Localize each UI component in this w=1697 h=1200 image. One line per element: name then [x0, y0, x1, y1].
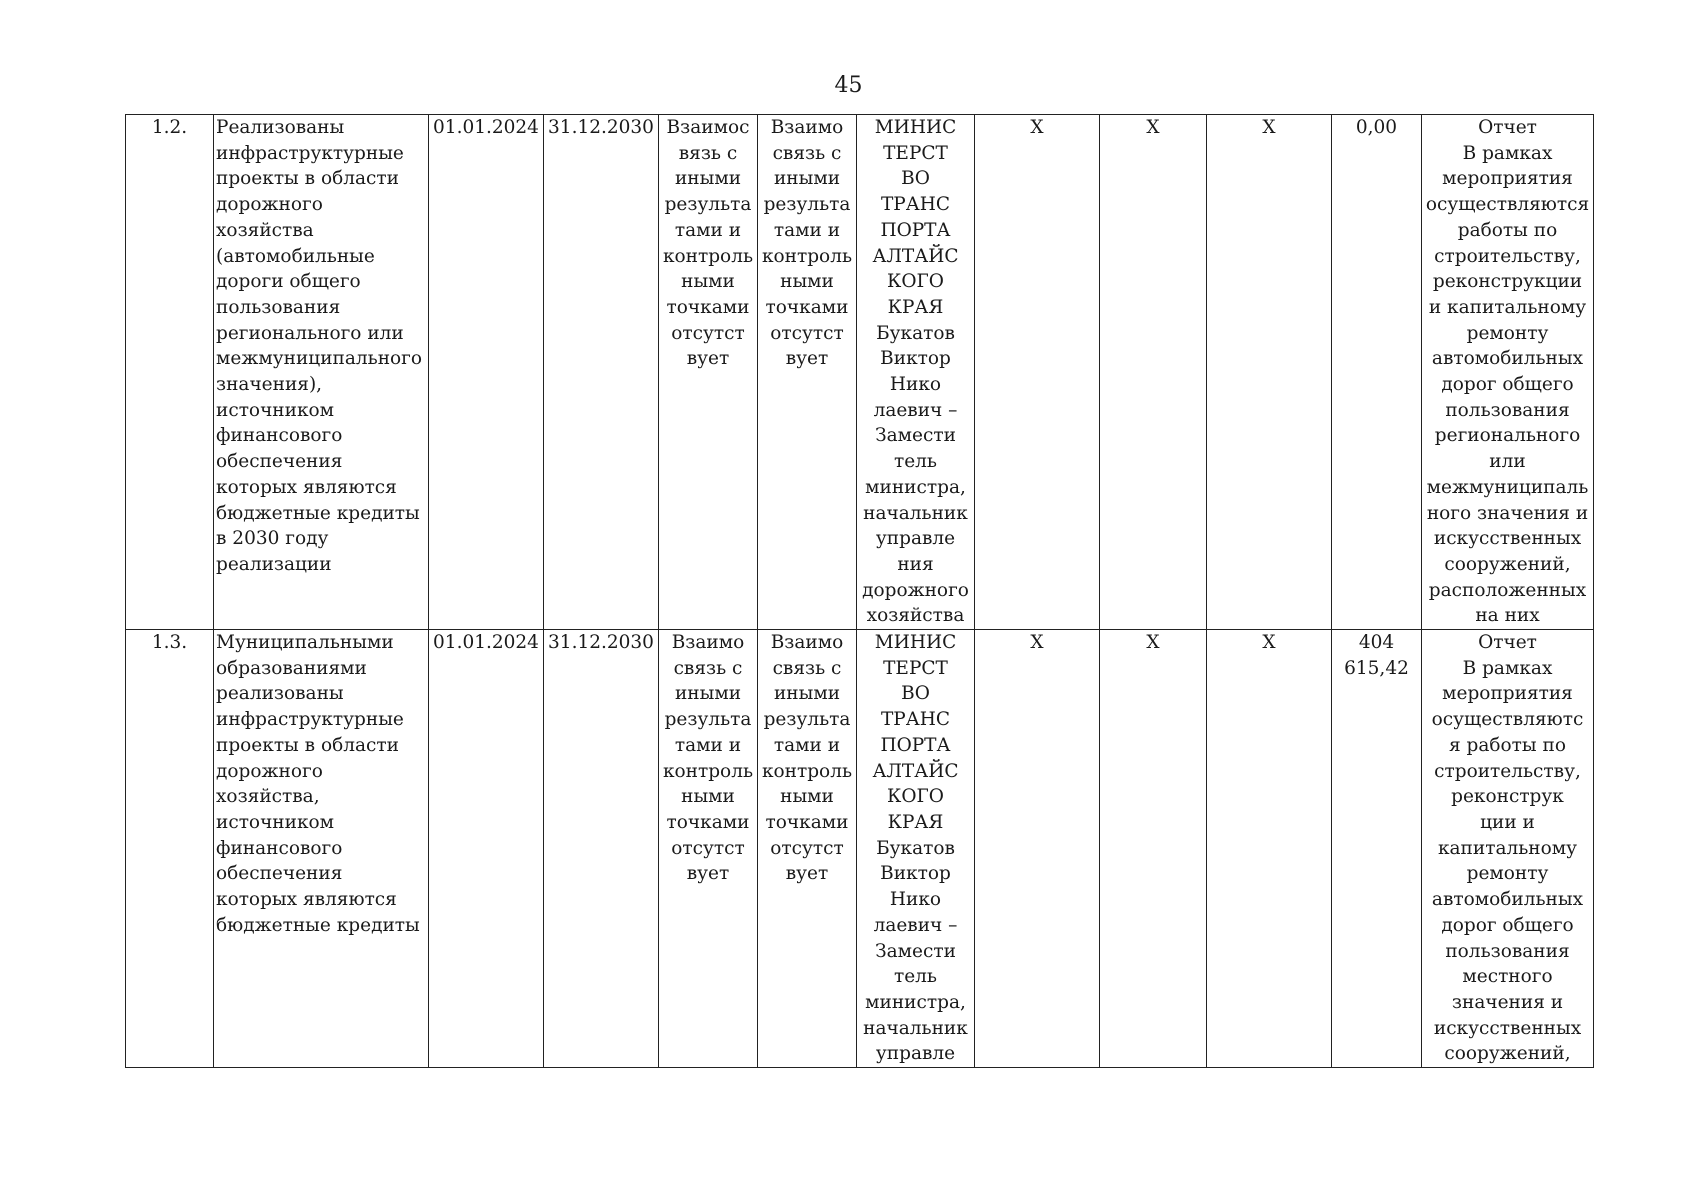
end-date-cell: 31.12.2030	[544, 115, 659, 630]
x-cell-3: X	[1207, 115, 1332, 630]
x-cell-1: X	[975, 115, 1100, 630]
x-cell-3: X	[1207, 630, 1332, 1068]
table-row	[126, 115, 1594, 630]
relation-cell-1: Взаимос вязь с иными результа тами и контроль ными точками отсутст вует	[659, 115, 758, 630]
relation-cell-1: Взаимо связь с иными результа тами и контроль ными точками отсутст вует	[659, 630, 758, 1068]
report-cell: Отчет В рамках мероприятия осуществляются работы по строительству, реконструкции и капитальному ремонту автомобильных дорог общего пользования регионального или межмуниципаль ного значения и искусственных сооружений, расположенных на них	[1422, 115, 1594, 630]
end-date-cell: 31.12.2030	[544, 630, 659, 1068]
relation-cell-2: Взаимо связь с иными результа тами и контроль ными точками отсутст вует	[758, 115, 857, 630]
measure-name-cell: Муниципальными образованиями реализованы инфраструктурные проекты в области дорожного хозяйства, источником финансового обеспечения которых являются бюджетные кредиты	[214, 630, 429, 1068]
amount-cell: 404 615,42	[1332, 630, 1422, 1068]
responsible-cell: МИНИС ТЕРСТ ВО ТРАНС ПОРТА АЛТАЙС КОГО КРАЯ Букатов Виктор Нико лаевич – Замести тель министра, начальник управле	[857, 630, 975, 1068]
x-cell-2: X	[1100, 115, 1207, 630]
amount-cell: 0,00	[1332, 115, 1422, 630]
table-row	[126, 630, 1594, 1068]
report-cell: Отчет В рамках мероприятия осуществляютс я работы по строительству, реконструк ции и капитальному ремонту автомобильных дорог общего пользования местного значения и искусственных сооружений,	[1422, 630, 1594, 1068]
start-date-cell: 01.01.2024	[429, 630, 544, 1068]
start-date-cell: 01.01.2024	[429, 115, 544, 630]
x-cell-2: X	[1100, 630, 1207, 1068]
measures-table	[125, 114, 1594, 1068]
row-number-cell: 1.2.	[126, 115, 214, 630]
row-number-cell: 1.3.	[126, 630, 214, 1068]
page-number: 45	[834, 73, 863, 98]
x-cell-1: X	[975, 630, 1100, 1068]
measure-name-cell: Реализованы инфраструктурные проекты в области дорожного хозяйства (автомобильные дороги общего пользования регионального или межмуниципального значения), источником финансового обеспечения которых являются бюджетные кредиты в 2030 году реализации	[214, 115, 429, 630]
responsible-cell: МИНИС ТЕРСТ ВО ТРАНС ПОРТА АЛТАЙС КОГО КРАЯ Букатов Виктор Нико лаевич – Замести тель министра, начальник управле ния дорожного хозяйства	[857, 115, 975, 630]
relation-cell-2: Взаимо связь с иными результа тами и контроль ными точками отсутст вует	[758, 630, 857, 1068]
